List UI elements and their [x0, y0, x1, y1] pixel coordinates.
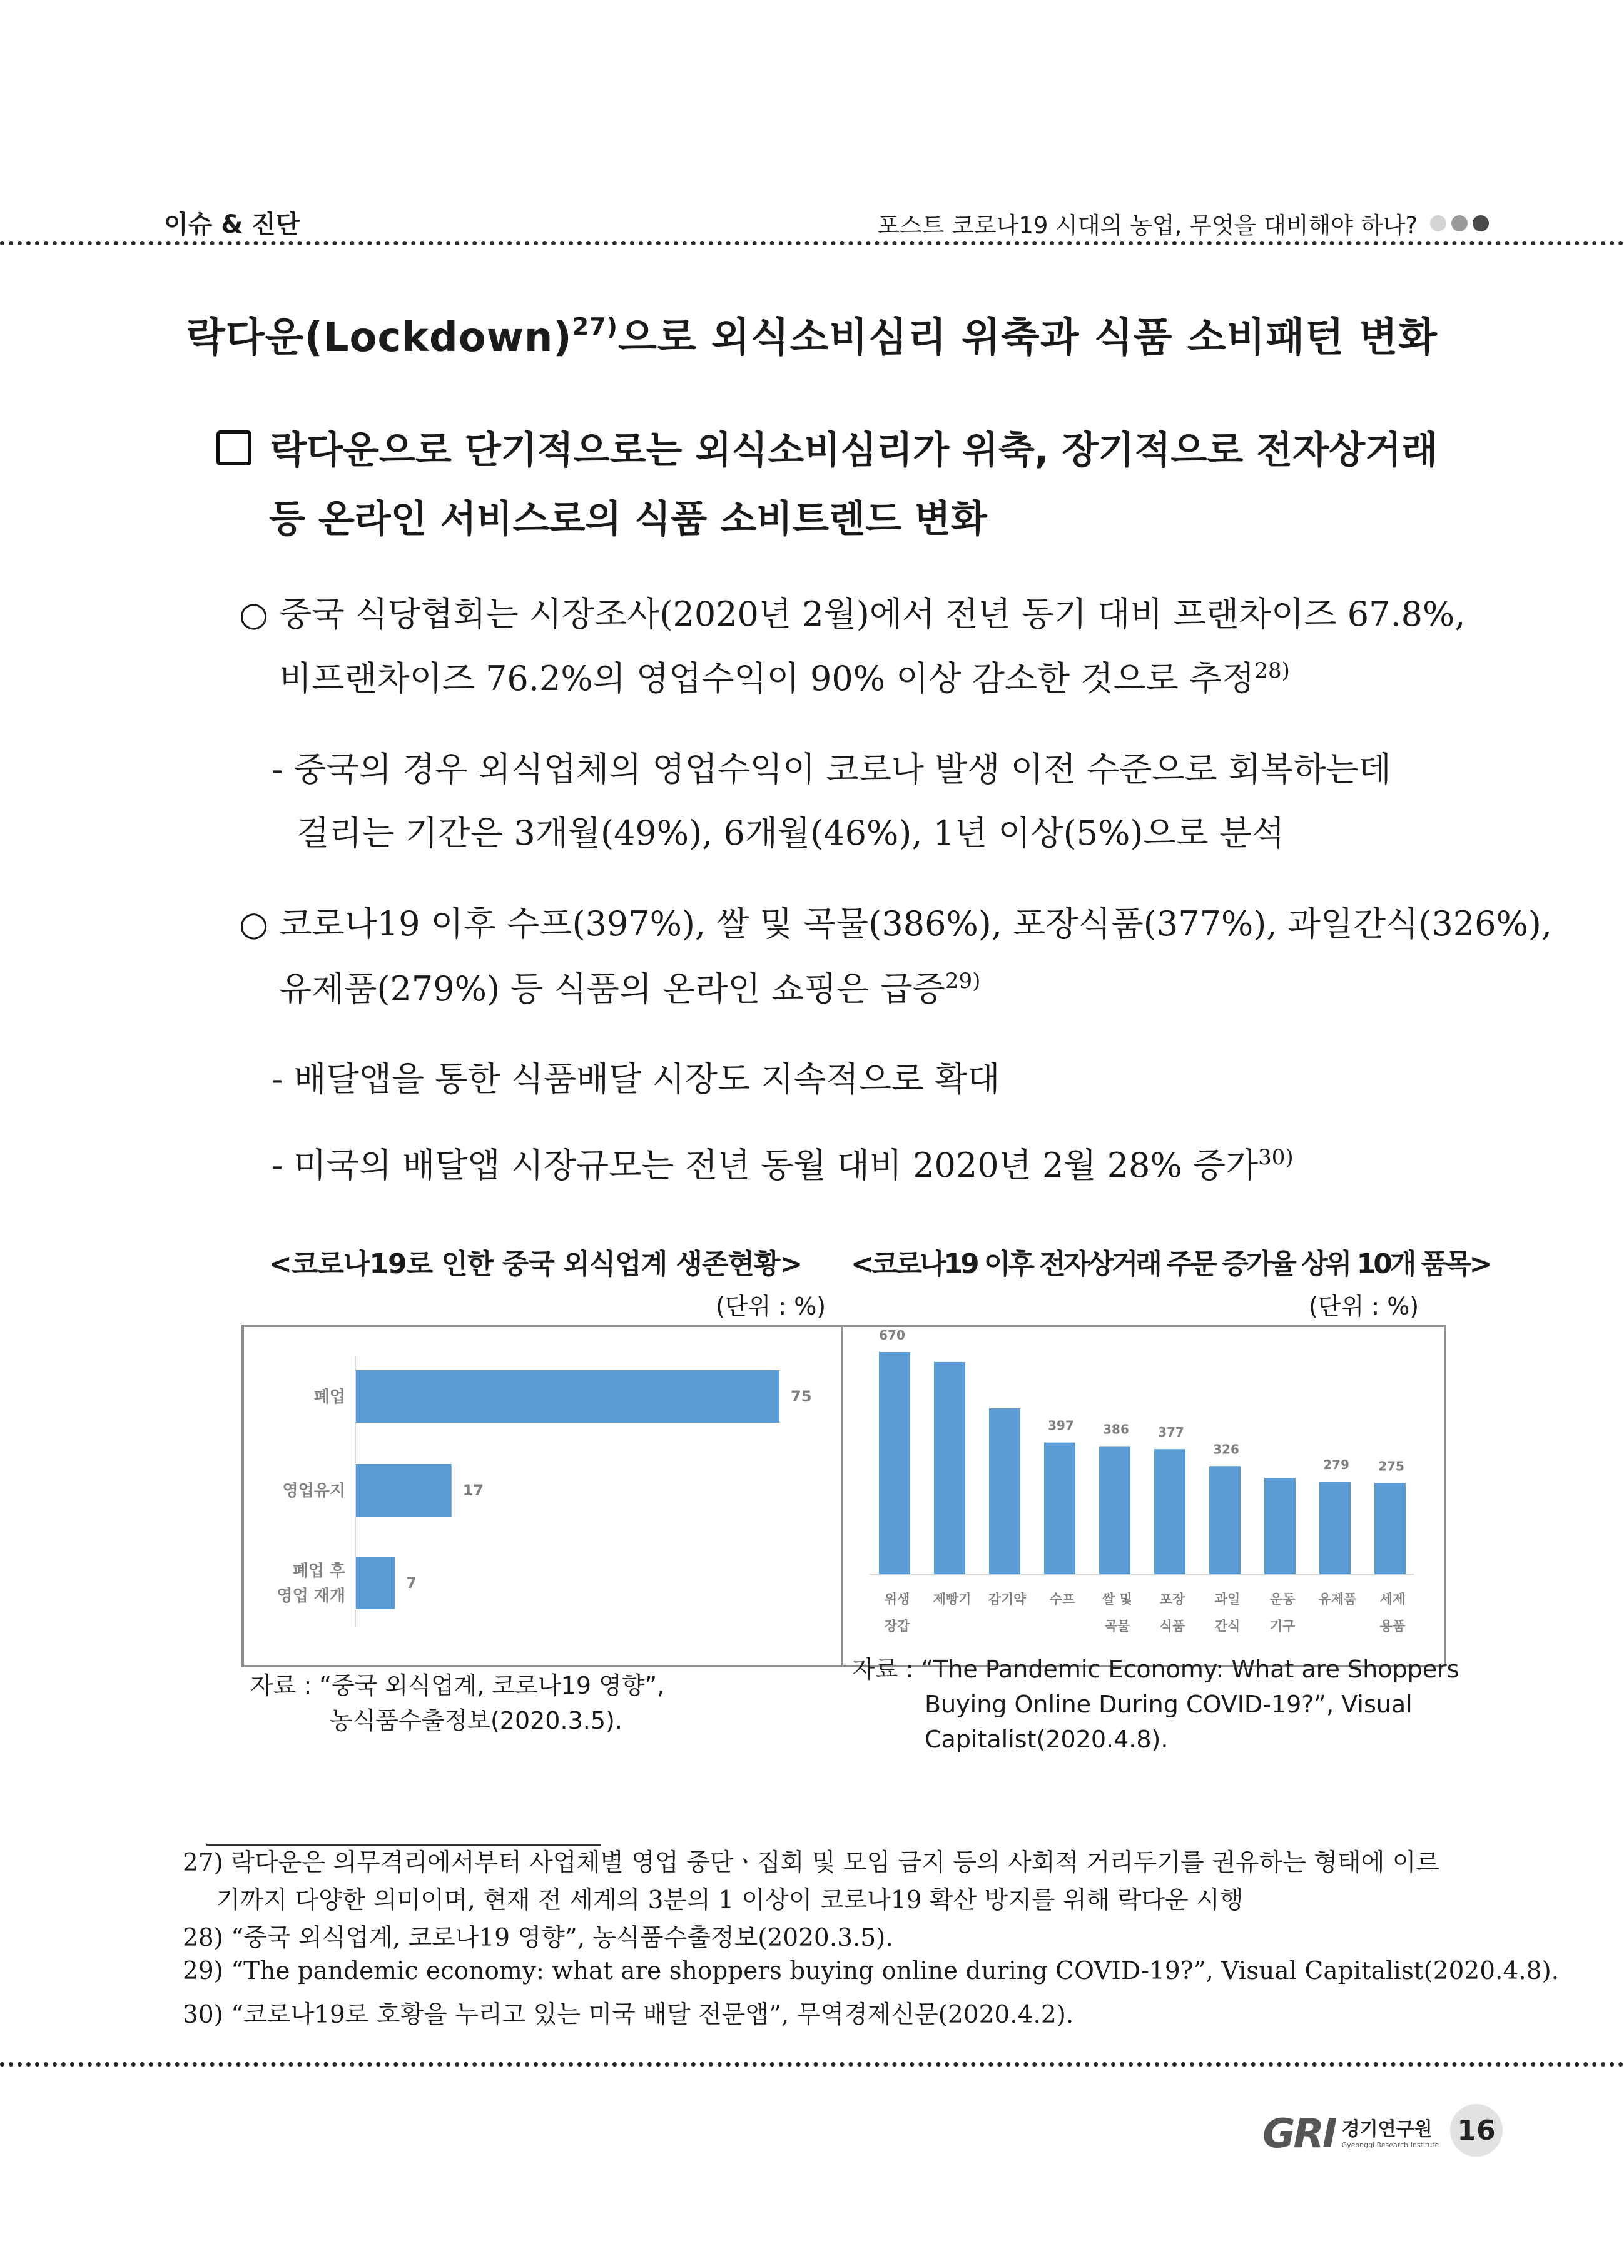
- title-rest: 으로 외식소비심리 위축과 식품 소비패턴 변화: [617, 315, 1438, 361]
- footnote-ref-30: 30): [1258, 1145, 1294, 1170]
- category-left-2-1: 영업 재개: [277, 1587, 345, 1605]
- title-main: 락다운(Lockdown): [186, 315, 572, 361]
- category-right-9-0: 세제: [1379, 1592, 1406, 1607]
- category-right-5-0: 포장: [1159, 1592, 1185, 1607]
- category-left-2-0: 폐업 후: [292, 1562, 345, 1580]
- category-right-0-1: 장갑: [884, 1619, 910, 1634]
- footer-divider: [0, 2062, 1624, 2067]
- footnote-27-line-2: 기까지 다양한 의미이며, 현재 전 세계의 3분의 1 이상이 코로나19 확산 방지를 위해 락다운 시행: [216, 1886, 1244, 1915]
- source-left-line-2: 농식품수출정보(2020.3.5).: [330, 1707, 622, 1734]
- bar-right-label-8: 279: [1323, 1457, 1349, 1473]
- category-right-1-0: 제빵기: [933, 1592, 972, 1607]
- sub-bullet-2: - 배달앱을 통한 식품배달 시장도 지속적으로 확대: [272, 1059, 1000, 1099]
- footnote-29: 29) “The pandemic economy: what are shoppers buying online during COVID-19?”, Visual Capitalist(2020.4.8).: [183, 1957, 1560, 1985]
- bar-right-label-5: 377: [1158, 1425, 1184, 1440]
- bar-right-label-6: 326: [1213, 1442, 1239, 1457]
- category-right-7-1: 기구: [1269, 1619, 1296, 1634]
- gri-logo-korean: 경기연구원: [1341, 2118, 1433, 2140]
- chart-left-unit: (단위 : %): [716, 1293, 826, 1320]
- bullet-2-line-2-text: 유제품(279%) 등 식품의 온라인 쇼핑은 급증: [279, 969, 945, 1009]
- page-number: 16: [1450, 2104, 1503, 2157]
- source-right-line-1: 자료 : “The Pandemic Economy: What are Shoppers: [852, 1655, 1459, 1683]
- bar-right-3: [1044, 1443, 1075, 1574]
- bar-left-label-1: 17: [462, 1482, 484, 1499]
- sub-bullet-3-text: - 미국의 배달앱 시장규모는 전년 동월 대비 2020년 2월 28% 증가: [272, 1146, 1259, 1185]
- title-footnote-ref: 27): [572, 313, 618, 340]
- category-right-9-1: 용품: [1379, 1619, 1406, 1634]
- bar-right-9: [1374, 1483, 1406, 1574]
- bar-left-2: [355, 1557, 395, 1609]
- bar-right-2: [989, 1408, 1020, 1574]
- bar-left-0: [355, 1370, 779, 1423]
- category-right-6-0: 과일: [1214, 1592, 1241, 1607]
- chart-right-unit: (단위 : %): [1309, 1293, 1419, 1320]
- footnote-27-line-1: 27) 락다운은 의무격리에서부터 사업체별 영업 중단ㆍ집회 및 모임 금지 등의 사회적 거리두기를 권유하는 형태에 이르: [183, 1849, 1440, 1877]
- source-right-line-3: Capitalist(2020.4.8).: [925, 1726, 1169, 1753]
- bar-right-1: [934, 1362, 965, 1574]
- footnote-ref-29: 29): [945, 969, 981, 994]
- running-header-text: 포스트 코로나19 시대의 농업, 무엇을 대비해야 하나?: [877, 212, 1418, 239]
- category-right-3-0: 수프: [1049, 1592, 1075, 1607]
- bar-right-5: [1154, 1449, 1185, 1574]
- category-right-6-1: 간식: [1214, 1619, 1241, 1634]
- category-right-4-1: 곡물: [1104, 1619, 1130, 1634]
- footnote-30: 30) “코로나19로 호황을 누리고 있는 미국 배달 전문앱”, 무역경제신문(2020.4.2).: [183, 2001, 1074, 2029]
- bullet-1-line-2-text: 비프랜차이즈 76.2%의 영업수익이 90% 이상 감소한 것으로 추정: [279, 659, 1255, 698]
- gri-logo-text: [1342, 2120, 1439, 2148]
- category-right-0-0: 위생: [884, 1592, 910, 1607]
- chart-right-title: <코로나19 이후 전자상거래 주문 증가율 상위 10개 품목>: [851, 1248, 1490, 1280]
- bar-right-label-0: 670: [879, 1328, 905, 1343]
- chart-left-title: <코로나19로 인한 중국 외식업계 생존현황>: [269, 1248, 803, 1280]
- category-right-2-0: 감기약: [988, 1592, 1027, 1607]
- category-right-4-0: 쌀 및: [1102, 1592, 1132, 1607]
- bar-left-label-0: 75: [791, 1388, 812, 1405]
- source-right-line-2: Buying Online During COVID-19?”, Visual: [925, 1691, 1413, 1718]
- bar-right-7: [1264, 1478, 1296, 1574]
- bar-right-8: [1319, 1482, 1351, 1574]
- bar-right-label-4: 386: [1103, 1421, 1129, 1437]
- summary-text-1: 락다운으로 단기적으로는 외식소비심리가 위축, 장기적으로 전자상거래: [270, 429, 1438, 472]
- category-left-1-0: 영업유지: [282, 1482, 345, 1500]
- bar-left-label-2: 7: [406, 1574, 417, 1592]
- category-right-5-1: 식품: [1159, 1619, 1185, 1634]
- chart-right-source: [852, 1652, 1459, 1757]
- bar-right-label-3: 397: [1048, 1418, 1074, 1433]
- bullet-1-line-1: ○ 중국 식당협회는 시장조사(2020년 2월)에서 전년 동기 대비 프랜차이즈 67.8%,: [239, 594, 1466, 634]
- section-label: 이슈 & 진단: [164, 210, 300, 239]
- summary-line-2: 등 온라인 서비스로의 식품 소비트렌드 변화: [269, 497, 987, 541]
- sub-bullet-1-line-2: 걸리는 기간은 3개월(49%), 6개월(46%), 1년 이상(5%)으로 분석: [297, 813, 1285, 853]
- source-left-line-1: 자료 : “중국 외식업계, 코로나19 영향”,: [250, 1672, 665, 1699]
- bar-right-0: [879, 1352, 910, 1574]
- bar-right-6: [1209, 1466, 1241, 1574]
- gri-logo-english: Gyeonggi Research Institute: [1341, 2140, 1439, 2149]
- category-right-8-0: 유제품: [1318, 1592, 1357, 1607]
- category-right-7-0: 운동: [1269, 1592, 1296, 1607]
- bar-right-label-9: 275: [1378, 1458, 1404, 1474]
- footnote-28: 28) “중국 외식업계, 코로나19 영향”, 농식품수출정보(2020.3.5).: [183, 1924, 893, 1952]
- gri-logo-mark: GRI: [1262, 2111, 1336, 2157]
- bullet-2-line-1: ○ 코로나19 이후 수프(397%), 쌀 및 곡물(386%), 포장식품(377%), 과일간식(326%),: [239, 904, 1552, 943]
- gri-logo: [1262, 2111, 1439, 2157]
- footnote-ref-28: 28): [1254, 658, 1290, 683]
- bar-right-4: [1099, 1446, 1130, 1574]
- chart-left-source: [250, 1668, 664, 1738]
- category-left-0-0: 폐업: [313, 1388, 345, 1406]
- sub-bullet-1-line-1: - 중국의 경우 외식업체의 영업수익이 코로나 발생 이전 수준으로 회복하는데: [272, 750, 1391, 789]
- bar-left-1: [355, 1464, 452, 1517]
